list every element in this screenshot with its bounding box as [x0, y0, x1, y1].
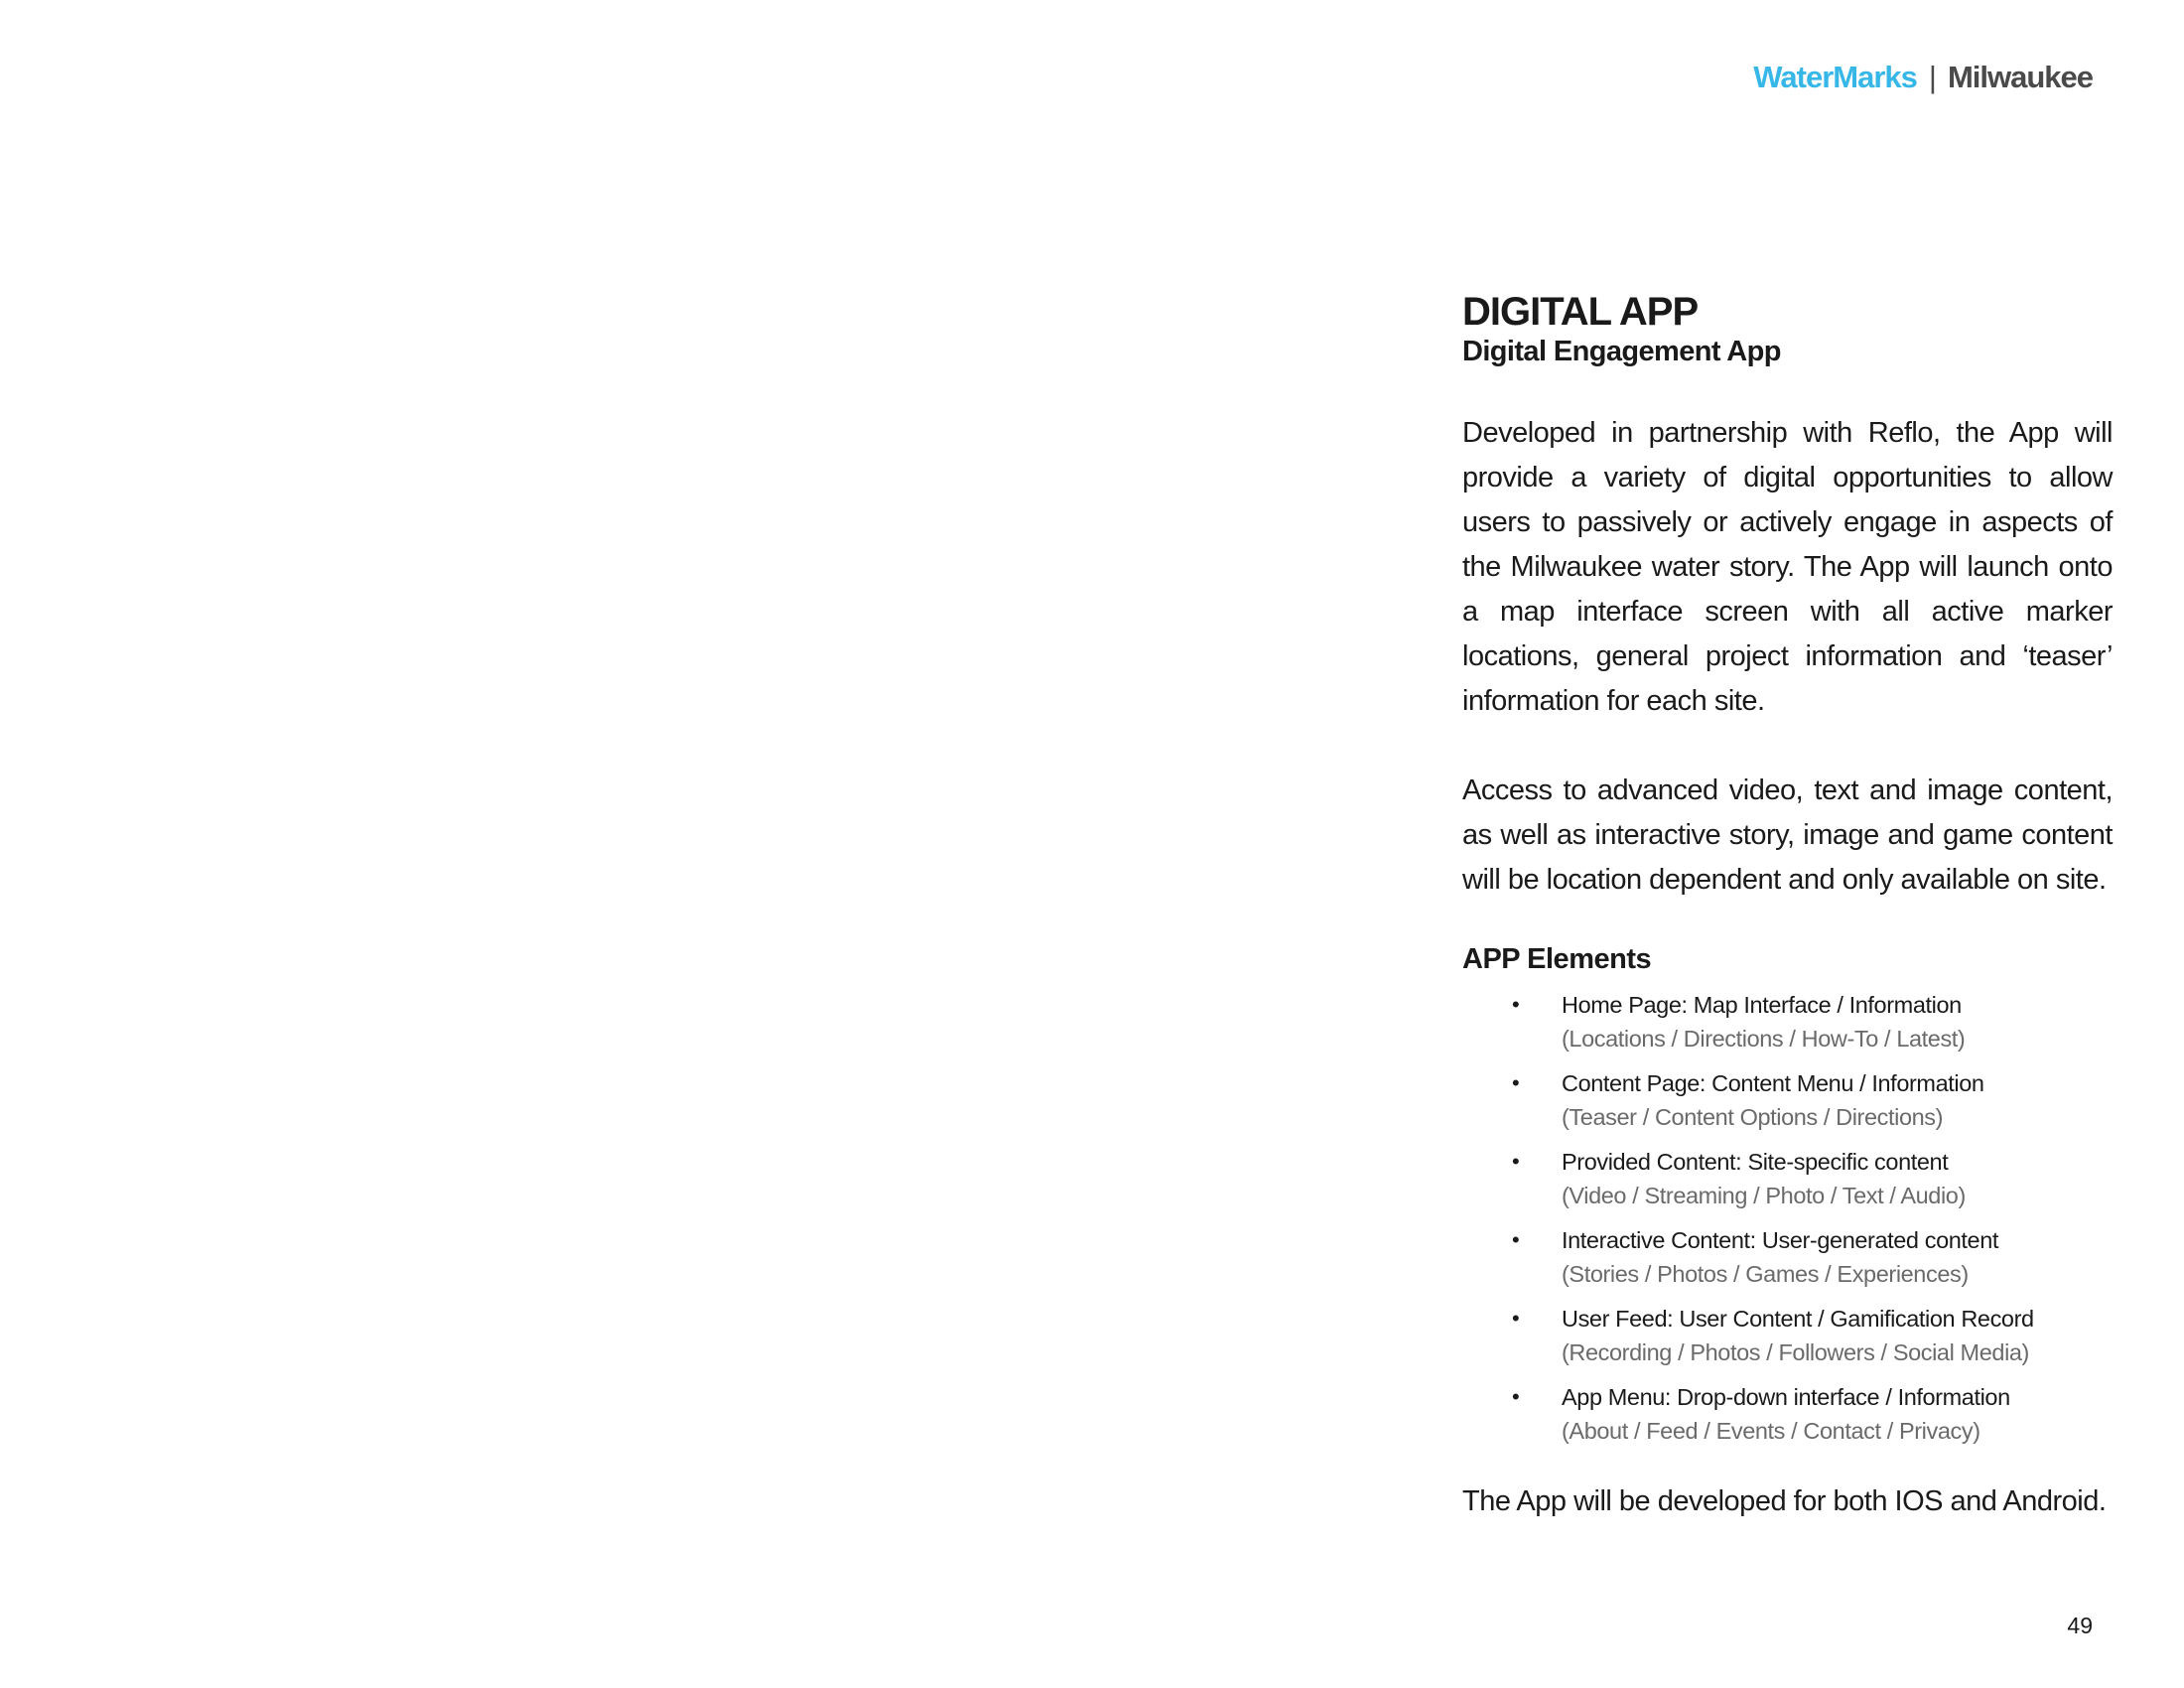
- list-item-detail: (Locations / Directions / How-To / Latest): [1562, 1026, 1966, 1052]
- list-item-title: User Feed: User Content / Gamification Record: [1562, 1306, 2034, 1332]
- page-header: [1753, 60, 2093, 95]
- list-item-detail: (Teaser / Content Options / Directions): [1562, 1104, 1944, 1130]
- list-item-detail: (Video / Streaming / Photo / Text / Audio): [1562, 1183, 1966, 1208]
- bullet: •: [1512, 1227, 1520, 1252]
- list-item: [1462, 988, 2113, 1055]
- bullet: •: [1512, 1149, 1520, 1174]
- list-item: [1462, 1145, 2113, 1212]
- list-item: [1462, 1380, 2113, 1448]
- list-item-detail: (Stories / Photos / Games / Experiences): [1562, 1261, 1969, 1287]
- main-content: [1462, 290, 2113, 1521]
- list-item-title: Home Page: Map Interface / Information: [1562, 992, 1962, 1018]
- access-paragraph: Access to advanced video, text and image content, as well as interactive story, image and game content will be location dependent and only available on site.: [1462, 774, 2113, 896]
- page-subtitle: Digital Engagement App: [1462, 336, 1781, 367]
- page-title: DIGITAL APP: [1462, 290, 1699, 334]
- header-separator: |: [1928, 60, 1936, 94]
- list-item-title: Content Page: Content Menu / Information: [1562, 1070, 1984, 1096]
- brand-watermarks: WaterMarks: [1753, 60, 1917, 94]
- list-item-title: Provided Content: Site-specific content: [1562, 1149, 1949, 1175]
- bullet: •: [1512, 1070, 1520, 1095]
- list-item-detail: (Recording / Photos / Followers / Social Media): [1562, 1339, 2029, 1365]
- elements-list: [1462, 988, 2113, 1448]
- bullet: •: [1512, 992, 1520, 1017]
- list-item: [1462, 1302, 2113, 1369]
- list-item-detail: (About / Feed / Events / Contact / Privacy): [1562, 1418, 1980, 1444]
- list-item-title: Interactive Content: User-generated content: [1562, 1227, 1999, 1253]
- closing-statement: The App will be developed for both IOS and Android.: [1462, 1485, 2107, 1517]
- bullet: •: [1512, 1306, 1520, 1331]
- list-item-title: App Menu: Drop-down interface / Information: [1562, 1384, 2010, 1410]
- list-item: [1462, 1223, 2113, 1291]
- page-number: 49: [2067, 1613, 2093, 1638]
- bullet: •: [1512, 1384, 1520, 1409]
- brand-milwaukee: Milwaukee: [1947, 60, 2093, 94]
- elements-heading: APP Elements: [1462, 943, 1652, 975]
- intro-paragraph: Developed in partnership with Reflo, the App will provide a variety of digital opportunities to allow users to passively or actively engage in aspects of the Milwaukee water story. The App will launch onto a map interface screen with all active marker locations, general project information and ‘teaser’ information for each site.: [1462, 417, 2113, 717]
- list-item: [1462, 1066, 2113, 1134]
